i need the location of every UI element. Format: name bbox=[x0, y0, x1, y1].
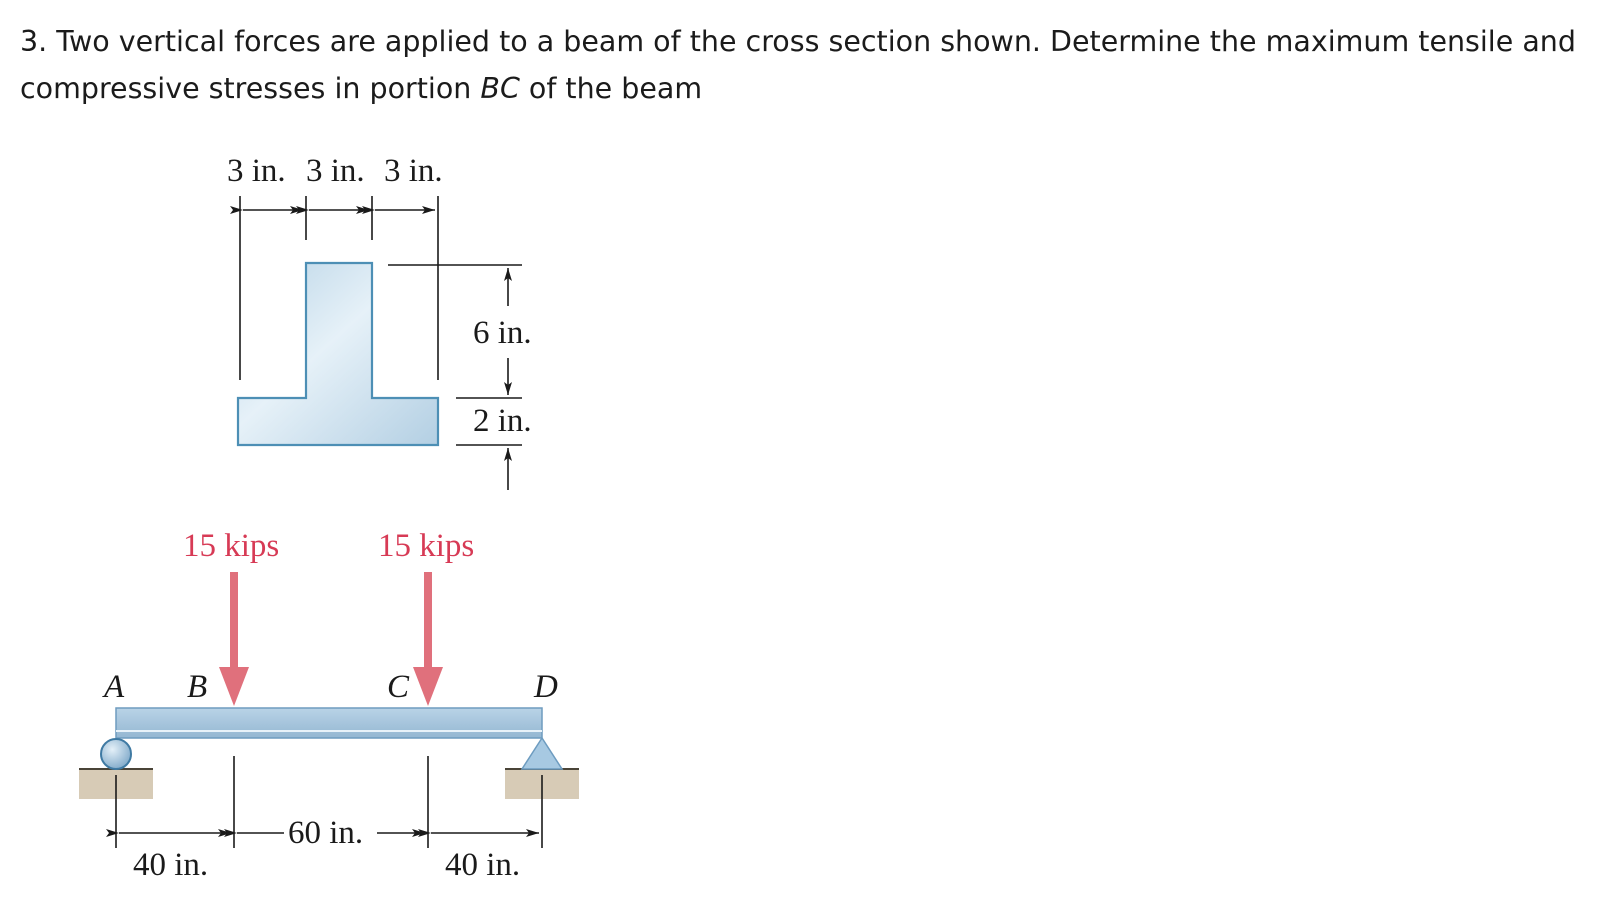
point-label-b: B bbox=[187, 669, 208, 705]
beam-diagram bbox=[79, 528, 579, 883]
load-arrow-b bbox=[219, 572, 249, 706]
problem-text-start: Two vertical forces are applied to a beam of the cross section shown. Determine the maximum tensile and compressive stresses in portion bbox=[20, 25, 1576, 105]
top-dim-label-3: 3 in. bbox=[384, 153, 443, 189]
span-label-ab: 40 in. bbox=[133, 847, 209, 883]
problem-number: 3. bbox=[20, 25, 48, 58]
problem-text-end: of the beam bbox=[519, 72, 703, 105]
cross-section bbox=[227, 153, 532, 490]
span-label-bc: 60 in. bbox=[288, 815, 364, 851]
span-label-cd: 40 in. bbox=[445, 847, 521, 883]
top-dim-label-2: 3 in. bbox=[306, 153, 365, 189]
problem-emphasis: BC bbox=[480, 72, 520, 105]
beam-body bbox=[116, 708, 542, 738]
load-arrow-c bbox=[413, 572, 443, 706]
point-label-d: D bbox=[534, 669, 558, 705]
load-label-b: 15 kips bbox=[183, 528, 280, 564]
point-label-a: A bbox=[104, 669, 125, 705]
web-height-label: 6 in. bbox=[473, 315, 532, 351]
load-label-c: 15 kips bbox=[378, 528, 475, 564]
flange-thickness-label: 2 in. bbox=[473, 403, 532, 439]
top-dim-label-1: 3 in. bbox=[227, 153, 286, 189]
t-section-shape bbox=[238, 263, 438, 445]
point-label-c: C bbox=[387, 669, 410, 705]
